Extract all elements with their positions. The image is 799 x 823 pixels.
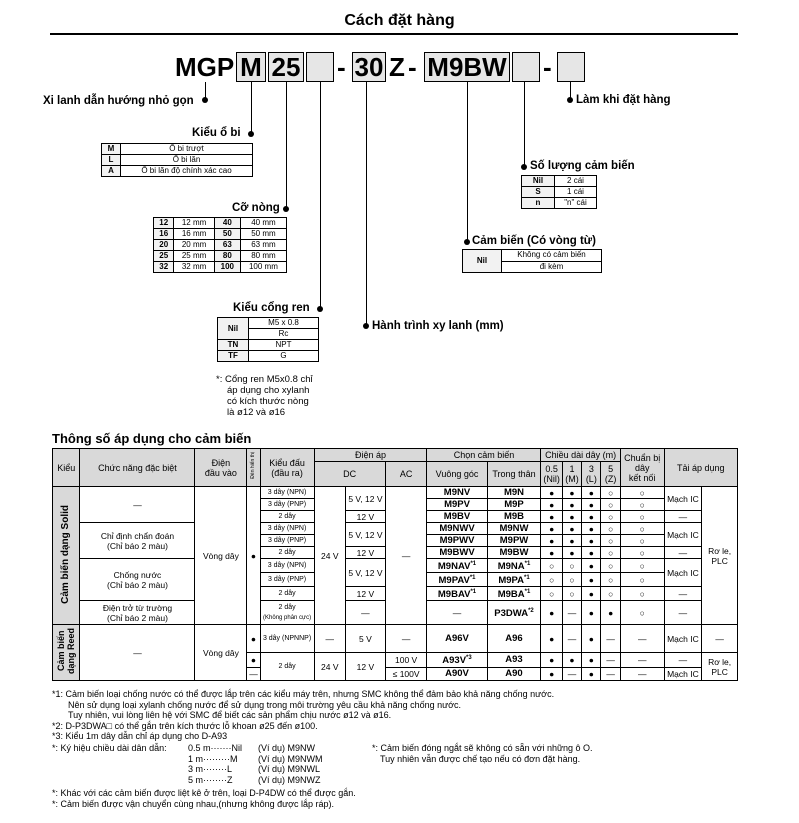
label-sensor-qty: Số lượng cảm biến: [530, 160, 635, 172]
label-bore: Cỡ nòng: [232, 202, 280, 214]
code-qty-box: [512, 52, 540, 82]
code-dash-2: -: [408, 52, 417, 82]
code-dash-1: -: [337, 52, 346, 82]
sensor-table: Nil Không có cảm biến đi kèm: [462, 249, 602, 273]
bore-table: 12 12 mm 40 40 mm 16 16 mm 50 50 mm 20 20 mm 63 63 mm 25 25 mm 80 80 mm 32 32 mm 100 100 mm: [153, 217, 287, 273]
availability-note: *: Cảm biến đóng ngắt sẽ không có sẵn với những ô O. Tuy nhiên vẫn được chế tạo nếu có đơn đặt hàng.: [372, 743, 593, 764]
code-stroke-box: 30: [352, 52, 386, 82]
code-bearing-box: M: [236, 52, 266, 82]
port-table: Nil M5 x 0.8 Rc TN NPT TF G: [217, 317, 319, 362]
code-sensor-box: M9BW: [424, 52, 510, 82]
page-title: Cách đặt hàng: [344, 12, 455, 29]
label-compact: Xi lanh dẫn hướng nhỏ gọn: [43, 95, 194, 107]
code-z: Z: [389, 52, 405, 82]
label-bearing: Kiểu ổ bi: [192, 127, 241, 139]
qty-table: Nil 2 cái S 1 cái n "n" cái: [521, 175, 597, 209]
label-port: Kiểu cổng ren: [233, 302, 310, 314]
label-made-to-order: Làm khi đặt hàng: [576, 94, 671, 106]
label-sensor: Cảm biến (Có vòng từ): [472, 235, 596, 247]
spec-title: Thông số áp dụng cho cảm biến: [52, 431, 252, 446]
length-note: *: Ký hiệu chiều dài dân dẫn: 0.5 m·······Nil (Ví dụ) M9NW 1 m·········M (Ví dụ) M9NWM 3 m········L (Ví dụ) M9NWL 5 m········Z (Ví dụ) M9NWZ: [52, 743, 323, 785]
spec-table: Kiểu Chức năng đặc biệt Điện đầu vào Đèn hiển thị Kiểu đấu (đầu ra) Điện áp Chọn cảm biến Chiều dài dây (m) Chuẩn bị dây kết nối Tải áp dụng DC AC Vuông góc Trong thân 0.5 (Nil) 1 (M) 3 (L) 5 (Z) Cảm biến dạng Solid — Vòng dây ● 3 dây (NPN) 24 V 5 V, 12 V — M9NV M9N ● ● ● ○ ○ Mạch IC Rơ le, PLC 3 dây (PNP) M9PV M9P ● ● ● ○ ○ 2 dây 12 V M9BV M9B ● ● ● ○ ○ — Chỉ định chẩn đoán (Chỉ báo 2 màu) 3 dây (NPN) 5 V, 12 V M9NWV M9NW ● ● ● ○ ○ Mạch IC 3 dây (PNP) M9PWV M9PW ● ● ● ○ ○ 2 dây 12 V M9BWV M9BW ● ● ● ○ ○ — Chống nước (Chỉ báo 2 màu) 3 dây (NPN) 5 V, 12 V M9NAV$^{*1}$ M9NA$^{*1}$ ○ ○ ● ○ ○ Mạch IC 3 dây (PNP) M9PAV$^{*1}$ M9PA$^{*1}$ ○ ○ ● ○ ○ 2 dây 12 V M9BAV$^{*1}$ M9BA$^{*1}$ ○ ○ ● ○ ○ — Điện trở từ trường (Chỉ báo 2 màu) 2 dây (Không phân cực) — — P3DWA$^{*2}$ ● — ● ● ○ — Cảm biến dạng Reed — Vòng dây ● 3 dây (NPNNP) — 5 V — A96V A96 ● — ● — — Mạch IC — ● 2 dây 24 V 12 V 100 V $A93V^{*3}$ A93 ● ● ● — — — Rơ le, PLC — ≤ 100V A90V A90 ● — ● — — Mạch IC: [52, 448, 738, 681]
footnotes: *1: Cảm biến loại chống nước có thể được lắp trên các kiểu máy trên, nhưng SMC không thể đảm bảo khả năng chống nước. Nên sử dụng loại xylanh chống nước để sử dụng trong môi trường yêu cầu khả năng chống nước. Tuy nhiên, vui lòng liên hệ với SMC để biết các sản phẩm chịu nước ø12 và ø16. *2: D-P3DWA□ có thể gắn trên kích thước lỗ khoan ø25 đến ø100. *3: Kiểu 1m dây dẫn chỉ áp dụng cho D-A93: [52, 689, 555, 741]
code-dash-3: -: [543, 52, 552, 82]
footer-notes: *: Khác với các cảm biến được liệt kê ở trên, loại D-P4DW có thể được gắn. *: Cảm biến được vận chuyển cùng nhau,(nhưng không được lắp ráp).: [52, 788, 356, 809]
label-stroke: Hành trình xy lanh (mm): [372, 320, 504, 332]
port-note: *: Cổng ren M5x0.8 chỉ áp dụng cho xylanh có kích thước nòng là ø12 và ø16: [216, 374, 313, 418]
code-mto-box: [557, 52, 585, 82]
title-underline: [50, 33, 738, 35]
bearing-table: M Ổ bi trượt L Ổ bi lăn A Ổ bi lăn độ chính xác cao: [101, 143, 253, 177]
code-port-box: [306, 52, 334, 82]
code-bore-box: 25: [268, 52, 304, 82]
code-series: MGP: [175, 52, 235, 82]
